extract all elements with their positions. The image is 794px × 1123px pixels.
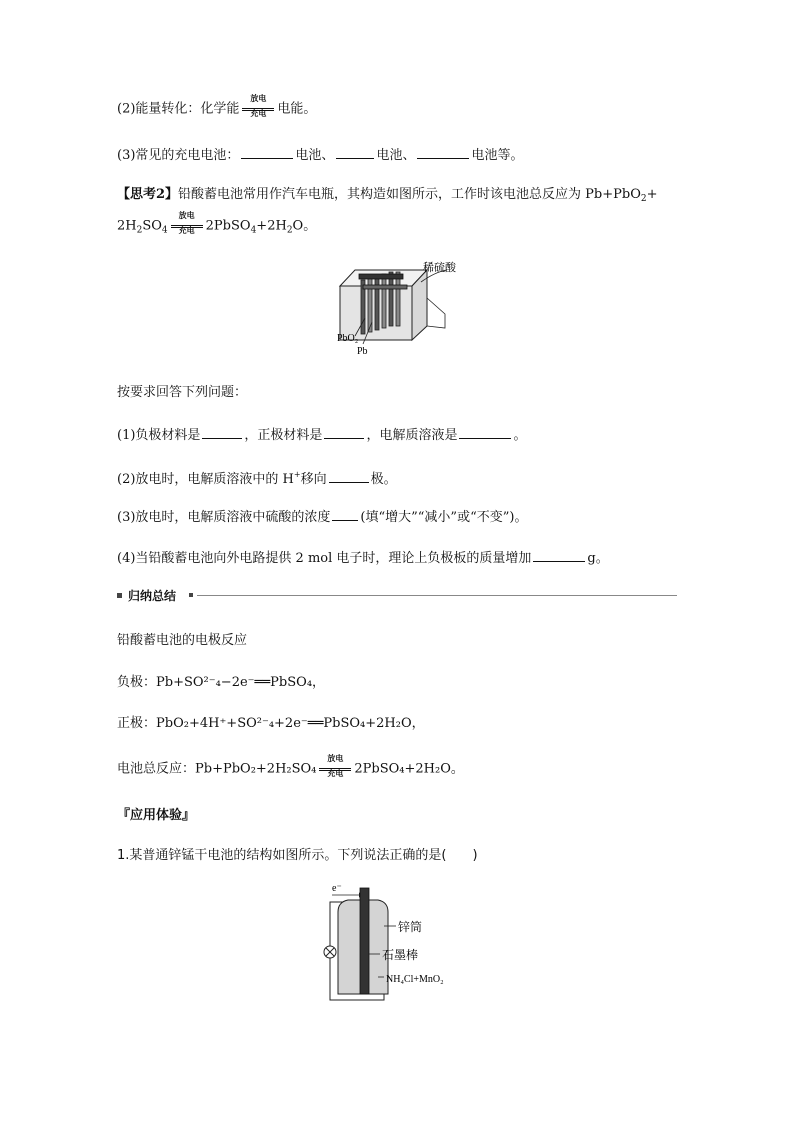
square-bullet-icon xyxy=(117,593,122,598)
zinc-label: 锌筒 xyxy=(398,920,423,934)
lead-acid-battery-diagram xyxy=(335,258,465,360)
summary-heading: 归纳总结 xyxy=(128,589,177,603)
questions-intro: 按要求回答下列问题： xyxy=(117,385,248,400)
question-4: (4)当铅酸蓄电池向外电路提供 2 mol 电子时，理论上负极板的质量增加 g。 xyxy=(117,548,609,568)
graphite-label: 石墨棒 xyxy=(382,948,419,962)
apply-heading: 『应用体验』 xyxy=(117,808,196,823)
answer-blank[interactable] xyxy=(202,425,242,439)
answer-blank[interactable] xyxy=(417,145,469,159)
pbo2-label: PbO₂ xyxy=(337,333,359,344)
question-2: (2)放电时，电解质溶液中的 H+移向 极。 xyxy=(117,470,397,487)
answer-blank[interactable] xyxy=(329,469,369,483)
reversible-arrow: 放电 充电 xyxy=(317,760,353,778)
question-3: (3)放电时，电解质溶液中硫酸的浓度 (填“增大”“减小”或“不变”)。 xyxy=(117,507,527,527)
answer-blank[interactable] xyxy=(459,425,511,439)
positive-electrode-reaction: 正极：PbO₂+4H⁺+SO²⁻₄+2e⁻══PbSO₄+2H₂O， xyxy=(117,716,425,731)
answer-blank[interactable] xyxy=(533,548,585,562)
electron-label: e⁻ xyxy=(332,883,342,894)
acid-label: 稀硫酸 xyxy=(423,261,456,274)
negative-electrode-reaction: 负极：Pb+SO²⁻₄−2e⁻══PbSO₄， xyxy=(117,675,326,690)
rechargeable-batteries-line: (3)常见的充电电池： 电池、 电池、 电池等。 xyxy=(117,145,523,165)
think-tag: 【思考2】 xyxy=(117,187,179,202)
summary-heading-bar xyxy=(117,587,677,605)
paste-label: NH₄Cl+MnO₂ xyxy=(386,974,444,985)
divider xyxy=(197,595,677,596)
question-1: (1)负极材料是 ，正极材料是 ，电解质溶液是 。 xyxy=(117,425,526,445)
answer-blank[interactable] xyxy=(336,145,374,159)
apply-question-1: 1.某普通锌锰干电池的结构如图所示。下列说法正确的是( ) xyxy=(117,848,478,863)
reversible-arrow: 放电 充电 xyxy=(169,217,205,235)
think-question-line1: 【思考2】铅酸蓄电池常用作汽车电瓶，其构造如图所示，工作时该电池总反应为 Pb+PbO$_2$+ xyxy=(117,187,658,204)
answer-blank[interactable] xyxy=(332,507,358,521)
answer-blank[interactable] xyxy=(324,425,364,439)
square-bullet-icon xyxy=(189,593,193,597)
energy-conversion-line: (2)能量转化：化学能 放电 充电 电能。 xyxy=(117,93,317,118)
total-reaction: 电池总反应：Pb+PbO₂+2H₂SO₄ 放电 充电 2PbSO₄+2H₂O。 xyxy=(117,753,464,778)
think-question-line2: $2H_2SO_4$ 放电 充电 $2PbSO_4+2H_2O$。 xyxy=(117,210,317,236)
pb-label: Pb xyxy=(357,346,368,357)
dry-cell-diagram xyxy=(318,882,478,1004)
summary-title: 铅酸蓄电池的电极反应 xyxy=(117,633,248,648)
reversible-arrow: 放电 充电 xyxy=(240,100,276,118)
answer-blank[interactable] xyxy=(241,145,293,159)
